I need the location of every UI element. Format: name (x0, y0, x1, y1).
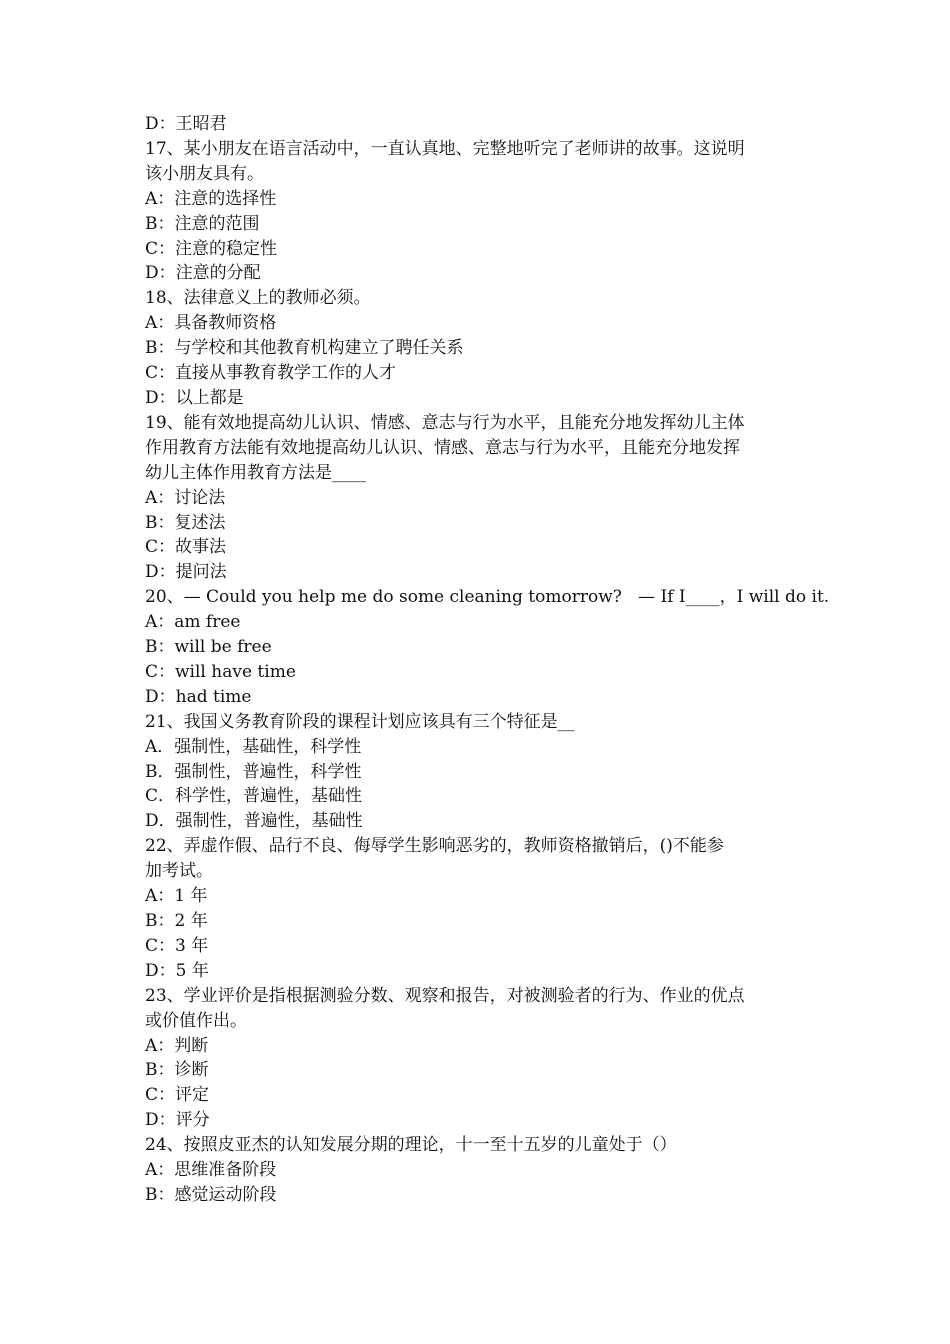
text-line: 该小朋友具有。 (145, 163, 264, 184)
text-line: A：判断 (145, 1035, 209, 1056)
text-line: A．强制性，基础性，科学性 (145, 736, 362, 757)
text-line: C：直接从事教育教学工作的人才 (145, 363, 397, 384)
text-line: B：注意的范围 (145, 213, 260, 234)
text-line: C：故事法 (145, 537, 227, 558)
text-line: A：注意的选择性 (145, 188, 277, 209)
text-line: A：思维准备阶段 (145, 1160, 277, 1181)
text-line: B：与学校和其他教育机构建立了聘任关系 (145, 338, 464, 359)
text-line: C：评定 (145, 1085, 210, 1106)
text-line: B．强制性，普遍性，科学性 (145, 761, 362, 782)
text-line: D：以上都是 (145, 387, 244, 408)
text-line: B：感觉运动阶段 (145, 1184, 277, 1205)
document-body (145, 112, 830, 1208)
text-line: A：1 年 (145, 886, 208, 907)
text-line: D：评分 (145, 1110, 210, 1131)
text-line: D：注意的分配 (145, 263, 261, 284)
text-line: A：具备教师资格 (145, 313, 277, 334)
text-line: B：复述法 (145, 512, 226, 533)
text-line: A：讨论法 (145, 487, 226, 508)
text-line: D：had time (145, 686, 252, 707)
text-line: C：will have time (145, 661, 296, 682)
text-line: 18、法律意义上的教师必须。 (145, 288, 371, 309)
text-line: 24、按照皮亚杰的认知发展分期的理论，十一至十五岁的儿童处于（） (145, 1135, 677, 1156)
text-line: C：注意的稳定性 (145, 238, 278, 259)
text-line: A：am free (145, 612, 241, 633)
text-line: 23、学业评价是指根据测验分数、观察和报告，对被测验者的行为、作业的优点 (145, 985, 745, 1006)
text-line: 22、弄虚作假、品行不良、侮辱学生影响恶劣的，教师资格撤销后，()不能参 (145, 836, 724, 857)
text-line: B：will be free (145, 637, 272, 658)
text-line: B：2 年 (145, 911, 208, 931)
text-line: 20、— Could you help me do some cleaning tomorrow? — If I____，I will do it. (145, 587, 830, 608)
text-line: C．科学性，普遍性，基础性 (145, 786, 363, 807)
text-line: 17、某小朋友在语言活动中，一直认真地、完整地听完了老师讲的故事。这说明 (145, 138, 745, 159)
text-line: 作用教育方法能有效地提高幼儿认识、情感、意志与行为水平，且能充分地发挥 (145, 437, 740, 458)
text-line: 19、能有效地提高幼儿认识、情感、意志与行为水平，且能充分地发挥幼儿主体 (145, 412, 745, 433)
text-line: B：诊断 (145, 1060, 209, 1081)
text-line: D．强制性，普遍性，基础性 (145, 811, 363, 832)
text-line: 幼儿主体作用教育方法是____ (145, 462, 366, 483)
text-line: 21、我国义务教育阶段的课程计划应该具有三个特征是__ (145, 711, 575, 732)
text-line: 加考试。 (145, 861, 213, 882)
text-line: 或价值作出。 (145, 1010, 247, 1031)
text-line: D：5 年 (145, 960, 209, 981)
text-line: D：提问法 (145, 562, 227, 583)
text-line: D：王昭君 (145, 114, 227, 134)
text-line: C：3 年 (145, 935, 209, 956)
